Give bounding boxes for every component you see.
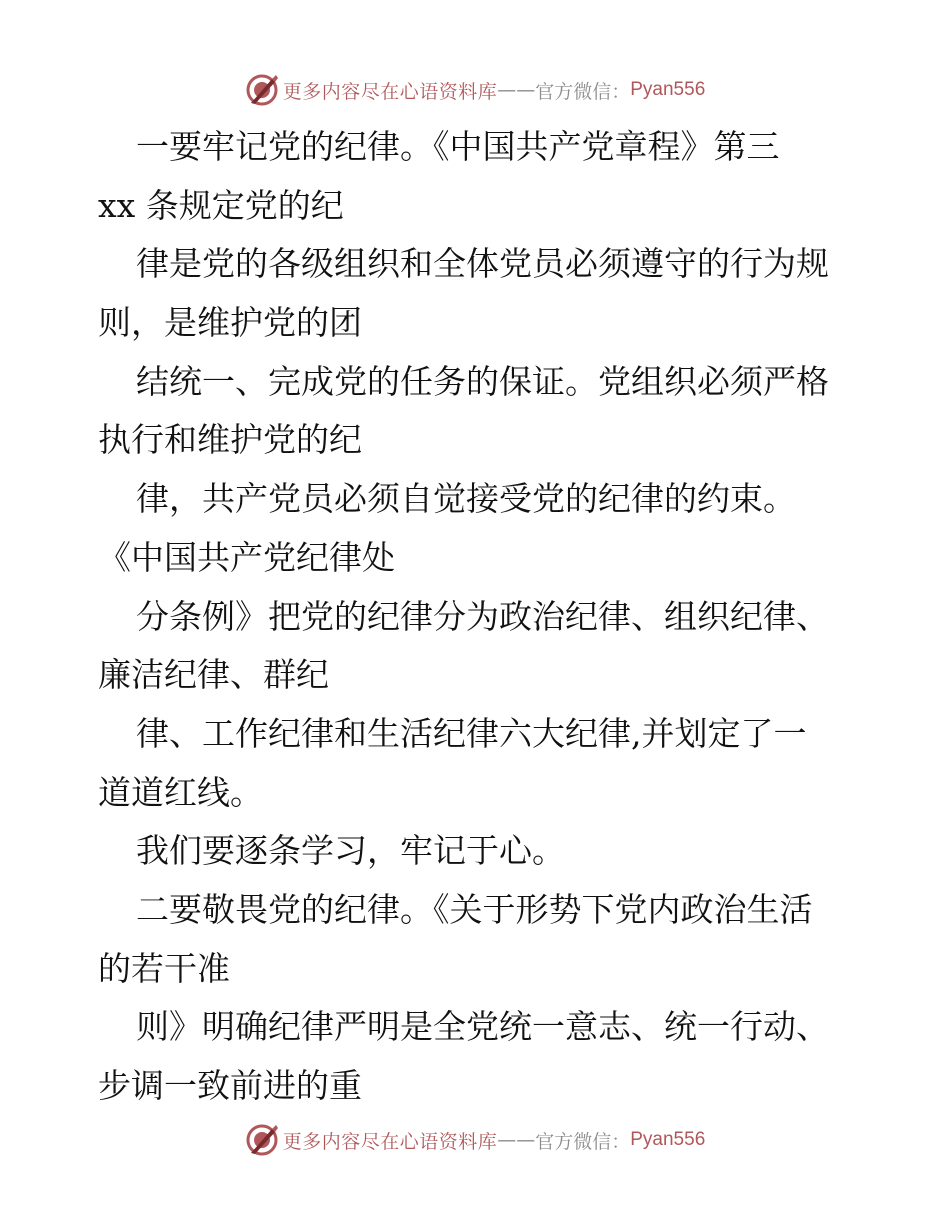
pen-logo-icon [245, 73, 279, 107]
text-line: 步调一致前进的重 [98, 1066, 362, 1105]
text-line: 分条例》把党的纪律分为政治纪律、组织纪律、 [136, 596, 829, 636]
banner-wechat-label: 官方微信： [535, 80, 631, 103]
banner-main-text: 更多内容尽在心语资料库 [282, 80, 498, 103]
text-line: 道道红线。 [98, 772, 263, 812]
text-line: 结统一、完成党的任务的保证。党组织必须严格 [136, 361, 829, 401]
footer-watermark-banner [0, 1120, 950, 1160]
text-line: 廉洁纪律、群纪 [98, 655, 329, 695]
banner-wechat-id: Pyan556 [630, 1129, 706, 1150]
text-line: 《中国共产党纪律处 [98, 537, 395, 577]
text-line: 一要牢记党的纪律。《中国共产党章程》第三 [136, 127, 780, 166]
pen-logo-icon [245, 1123, 279, 1157]
text-line: 则，是维护党的团 [98, 303, 362, 343]
text-line: 则》明确纪律严明是全党统一意志、统一行动、 [136, 1007, 829, 1047]
text-line: 的若干准 [98, 948, 230, 988]
text-line: 律是党的各级组织和全体党员必须遵守的行为规 [136, 244, 829, 284]
document-body [98, 118, 858, 1116]
text-line: 执行和维护党的纪 [98, 420, 362, 460]
banner-main-text: 更多内容尽在心语资料库 [282, 1130, 498, 1153]
banner-separator: —— [497, 1129, 536, 1151]
banner-wechat-id: Pyan556 [630, 79, 706, 100]
banner-wechat-label: 官方微信： [535, 1130, 631, 1153]
text-line: 二要敬畏党的纪律。《关于形势下党内政治生活 [136, 889, 813, 929]
text-line: 我们要逐条学习，牢记于心。 [136, 831, 565, 871]
text-line: 律，共产党员必须自觉接受党的纪律的约束。 [136, 479, 796, 519]
text-line: xx 条规定党的纪 [98, 185, 344, 225]
text-line: 律、工作纪律和生活纪律六大纪律,并划定了一 [136, 713, 807, 753]
banner-separator: —— [497, 79, 536, 101]
header-watermark-banner [0, 70, 950, 110]
